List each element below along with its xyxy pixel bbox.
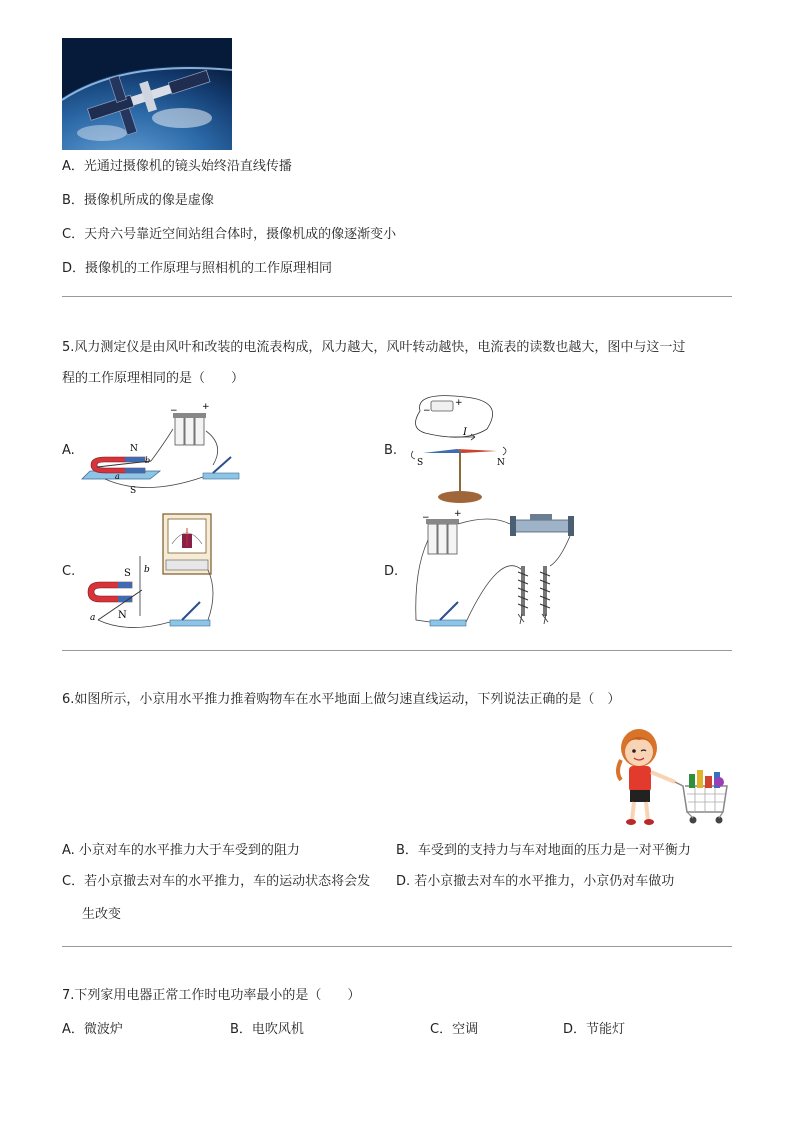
q4-option-a[interactable]: A．光通过摄像机的镜头始终沿直线传播	[62, 159, 292, 174]
q5-option-b-label[interactable]: B.	[384, 443, 398, 458]
label-a-s: S	[130, 486, 137, 496]
label-b-plus: +	[455, 398, 463, 408]
divider	[62, 296, 732, 297]
diagram-a-generator-circuit	[85, 402, 255, 497]
space-station-photo	[62, 38, 232, 150]
label-a-plus: +	[202, 402, 210, 412]
label-c-a: a	[90, 613, 96, 623]
label-b-minus: −	[423, 406, 431, 416]
label-b-s: S	[417, 458, 424, 468]
label-d-plus: +	[454, 509, 462, 519]
label-b-n: N	[497, 458, 505, 468]
label-a-minus: −	[170, 406, 178, 416]
q7-option-c[interactable]: C．空调	[430, 1022, 479, 1037]
q5-option-c-label[interactable]: C.	[62, 564, 76, 579]
q6-option-a[interactable]: A. 小京对车的水平推力大于车受到的阻力	[62, 843, 300, 858]
label-c-b: b	[144, 565, 150, 575]
label-a-b: b	[145, 456, 151, 465]
q7-option-b[interactable]: B．电吹风机	[230, 1022, 304, 1037]
q6-option-c-line2[interactable]: 生改变	[82, 907, 122, 922]
label-a-n: N	[130, 444, 138, 454]
label-c-s: S	[124, 568, 131, 579]
q4-option-d[interactable]: D．摄像机的工作原理与照相机的工作原理相同	[62, 261, 333, 276]
q5-stem-line1: 5.风力测定仪是由风叶和改装的电流表构成，风力越大，风叶转动越快，电流表的读数也越大，图中与这一过	[62, 340, 686, 355]
label-a-a: a	[115, 472, 120, 481]
diagram-c-galvanometer-circuit	[88, 512, 228, 634]
q6-option-c-line1[interactable]: C．若小京撤去对车的水平推力，车的运动状态将会发	[62, 874, 371, 889]
q5-option-a-label[interactable]: A.	[62, 443, 75, 458]
label-b-current: I	[463, 427, 467, 438]
q5-option-d-label[interactable]: D.	[384, 564, 399, 579]
q7-option-a[interactable]: A．微波炉	[62, 1022, 123, 1037]
diagram-d-electromagnet-circuit	[410, 510, 580, 634]
q6-stem: 6.如图所示，小京用水平推力推着购物车在水平地面上做匀速直线运动，下列说法正确的是（ ）	[62, 692, 621, 707]
q4-option-c[interactable]: C．天舟六号靠近空间站组合体时，摄像机成的像逐渐变小	[62, 227, 397, 242]
girl-shopping-cart-illustration	[615, 720, 735, 832]
q4-option-b[interactable]: B．摄像机所成的像是虚像	[62, 193, 214, 208]
divider	[62, 650, 732, 651]
diagram-b-oersted	[405, 393, 525, 508]
label-c-n: N	[118, 610, 127, 621]
q7-option-d[interactable]: D．节能灯	[563, 1022, 626, 1037]
divider	[62, 946, 732, 947]
q5-stem-line2: 程的工作原理相同的是（ ）	[62, 371, 245, 386]
label-d-minus: −	[422, 513, 430, 523]
q7-stem: 7.下列家用电器正常工作时电功率最小的是（ ）	[62, 988, 361, 1003]
q6-option-b[interactable]: B．车受到的支持力与车对地面的压力是一对平衡力	[396, 843, 691, 858]
q6-option-d[interactable]: D. 若小京撤去对车的水平推力，小京仍对车做功	[396, 874, 675, 889]
